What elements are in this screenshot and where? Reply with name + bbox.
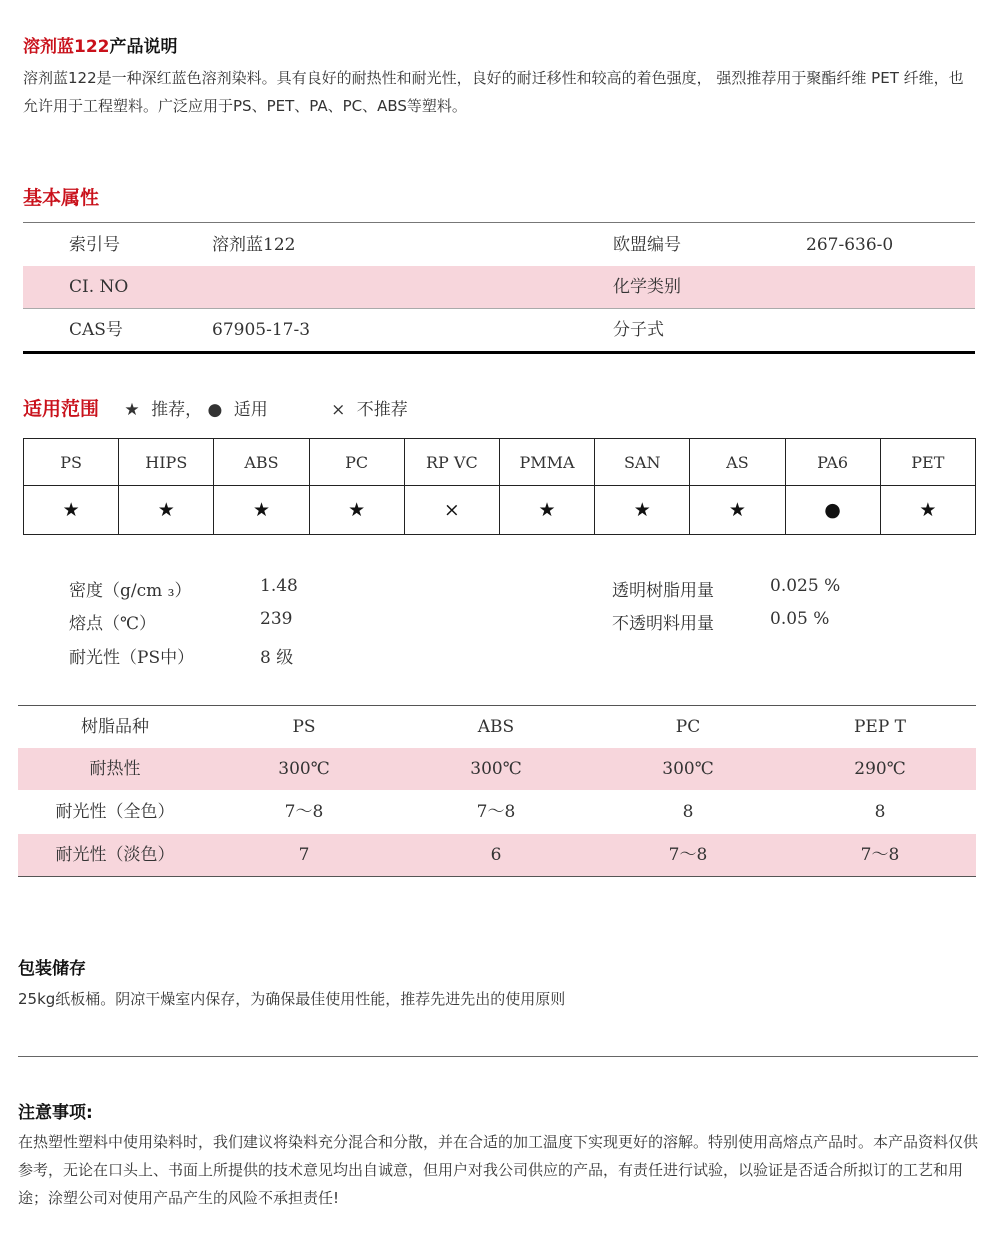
resin-name: PET [880,439,975,486]
resistance-cell: 耐光性（淡色） [55,845,175,865]
resistance-cell: 290℃ [854,759,906,779]
suitability-mark: × [404,486,499,535]
basic-value: 267-636-0 [806,235,894,255]
light-fastness-label: 耐光性（PS中） [69,648,195,668]
star-icon: ★ [124,400,140,420]
resistance-header-cell: PEP T [853,717,907,737]
resistance-cell: 7～8 [476,802,516,822]
basic-top-rule [23,222,975,223]
resistance-header-row [18,706,976,748]
resistance-cell: 7～8 [668,845,708,865]
range-marks-row [24,486,976,535]
resistance-cell: 8 [682,802,694,822]
product-name: 溶剂蓝122 [23,37,110,57]
resistance-bottom-rule [18,876,976,877]
notes-text: 在热塑性塑料中使用染料时，我们建议将染料充分混合和分散，并在合适的加工温度下实现更好的溶解。特别使用高熔点产品时。本产品资料仅供参考，无论在口头上、书面上所提供的技术意见均出自诚意，但用户对我公司供应的产品，有责任进行试验，以验证是否适合所拟订的工艺和用途；涂塑公司对使用产品产生的风险不承担责任! [18,1133,979,1207]
resistance-row [18,791,976,833]
light-fastness-value: 8 级 [260,648,294,668]
basic-row [23,266,975,308]
resin-name: SAN [595,439,690,486]
density-value: 1.48 [260,576,298,596]
resistance-header-cell: ABS [477,717,515,737]
legend-suitable: 适用 [233,400,268,420]
range-legend [23,394,408,421]
resin-name: RP VC [404,439,499,486]
resin-name: AS [690,439,785,486]
resistance-cell: 耐光性（全色） [55,802,175,822]
basic-key: CI. NO [69,277,129,297]
melting-point-value: 239 [260,609,293,629]
resistance-row [18,748,976,790]
suitability-mark: ★ [880,486,975,535]
resin-name: HIPS [119,439,214,486]
page-title [23,32,178,57]
resin-name: PMMA [499,439,594,486]
opaque-dosage-value: 0.05 % [770,609,830,629]
cross-icon: × [331,400,346,420]
transparent-dosage-label: 透明树脂用量 [612,581,714,601]
suitability-mark: ★ [595,486,690,535]
density-label: 密度（g/cm ₃） [69,581,192,601]
basic-key: 化学类别 [613,277,681,297]
basic-heading: 基本属性 [23,187,100,209]
resistance-cell: 7～8 [284,802,324,822]
basic-row [23,309,975,351]
resistance-cell: 300℃ [662,759,714,779]
resin-name: PC [309,439,404,486]
resistance-cell: 7～8 [860,845,900,865]
resistance-row [18,834,976,876]
packaging-text: 25kg纸板桶。阴凉干燥室内保存，为确保最佳使用性能，推荐先进先出的使用原则 [18,990,566,1008]
resistance-cell: 300℃ [470,759,522,779]
basic-key: 分子式 [613,320,664,340]
opaque-dosage-label: 不透明料用量 [612,614,714,634]
suitability-mark: ★ [499,486,594,535]
suitability-mark: ★ [119,486,214,535]
product-intro: 溶剂蓝122是一种深红蓝色溶剂染料。具有良好的耐热性和耐光性，良好的耐迁移性和较高的着色强度， 强烈推荐用于聚酯纤维 PET 纤维，也允许用于工程塑料。广泛应用于PS、PET、PA、PC、ABS等塑料。 [23,69,964,115]
packaging-heading: 包装储存 [18,959,86,979]
resistance-cell: 300℃ [278,759,330,779]
basic-key: 索引号 [69,235,120,255]
resin-name: ABS [214,439,309,486]
basic-row [23,224,975,266]
resistance-cell: 8 [874,802,886,822]
basic-key: CAS号 [69,320,123,340]
resistance-header-cell: PS [292,717,316,737]
dot-icon: ● [207,400,223,420]
basic-value: 67905-17-3 [212,320,311,340]
basic-value: 溶剂蓝122 [212,235,296,255]
range-header-row [24,439,976,486]
notes-heading: 注意事项: [18,1103,93,1123]
resistance-header-cell: PC [675,717,701,737]
range-heading: 适用范围 [23,398,100,420]
melting-point-label: 熔点（℃） [69,614,157,634]
suitability-mark: ★ [690,486,785,535]
suitability-mark: ★ [309,486,404,535]
applicable-range-table [23,438,976,535]
resistance-header-cell: 树脂品种 [81,717,149,737]
section-divider [18,1056,978,1057]
resistance-cell: 耐热性 [89,759,141,779]
resin-name: PS [24,439,119,486]
legend-not-recommended: 不推荐 [356,400,408,420]
transparent-dosage-value: 0.025 % [770,576,841,596]
resistance-cell: 7 [298,845,310,865]
resin-name: PA6 [785,439,880,486]
title-suffix: 产品说明 [109,37,178,57]
basic-bottom-rule [23,351,975,354]
legend-recommended: 推荐， [151,400,203,420]
basic-key: 欧盟编号 [613,235,681,255]
resistance-cell: 6 [490,845,502,865]
suitability-mark: ★ [24,486,119,535]
suitability-mark: ● [785,486,880,535]
suitability-mark: ★ [214,486,309,535]
